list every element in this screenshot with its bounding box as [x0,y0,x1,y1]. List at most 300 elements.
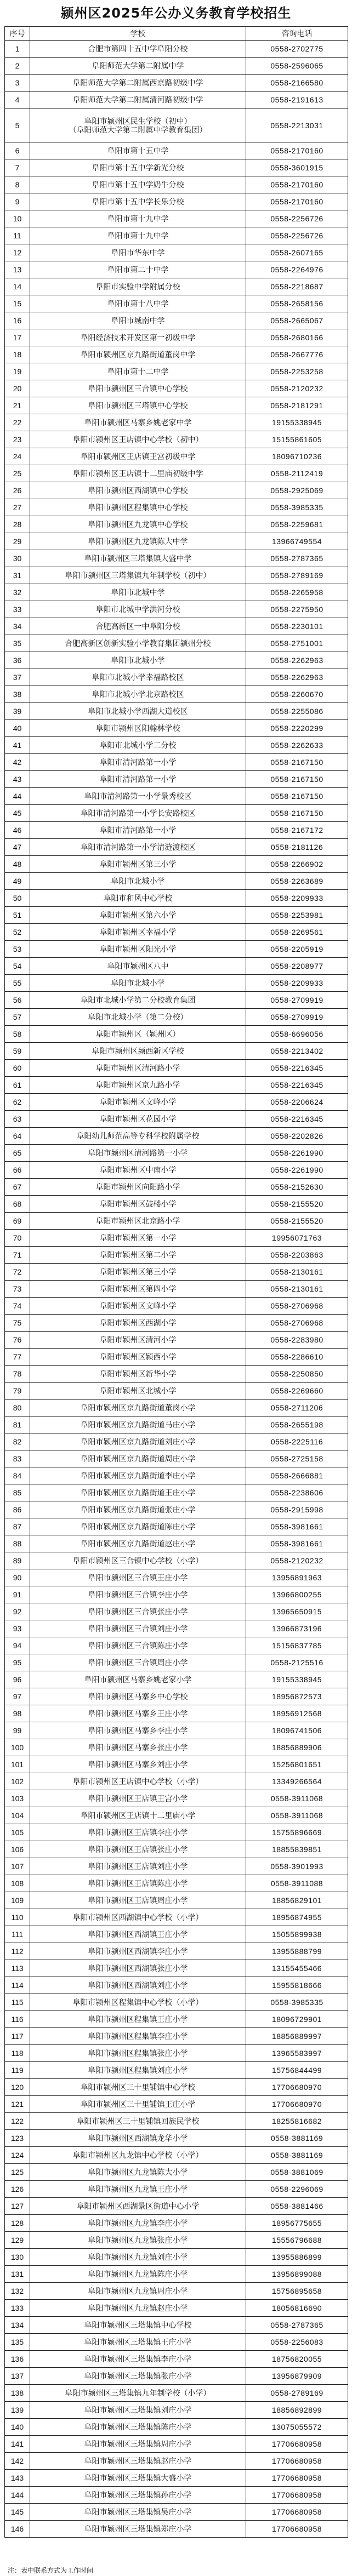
row-index: 63 [5,1111,30,1128]
header-school: 学校 [30,27,246,41]
row-index: 15 [5,295,30,312]
row-phone: 0558-3881169 [246,2147,348,2164]
row-phone: 15256801651 [246,1756,348,1773]
row-phone: 0558-2667776 [246,346,348,363]
table-row [5,2147,348,2164]
row-index: 89 [5,1552,30,1569]
table-row [5,75,348,92]
row-phone: 0558-2191613 [246,92,348,108]
row-phone: 17706680958 [246,2436,348,2453]
row-index: 134 [5,2317,30,2334]
table-row [5,737,348,754]
row-index: 41 [5,737,30,754]
row-index: 20 [5,380,30,397]
row-phone: 18096741506 [246,1722,348,1739]
row-index: 71 [5,1247,30,1264]
row-phone: 0558-2296069 [246,2181,348,2198]
row-index: 62 [5,1094,30,1111]
row-phone: 0558-2262633 [246,737,348,754]
row-phone: 0558-2218687 [246,278,348,295]
row-phone: 0558-2266902 [246,856,348,873]
row-phone: 0558-2263689 [246,873,348,890]
row-index: 132 [5,2283,30,2300]
header-phone: 咨询电话 [246,27,348,41]
table-row [5,2470,348,2487]
row-phone: 0558-2120232 [246,380,348,397]
row-index: 133 [5,2300,30,2317]
row-phone: 17706680970 [246,2079,348,2096]
table-row [5,1875,348,1892]
row-school-name: 阜阳市颍州区三塔集镇九年制学校（小学） [30,2385,246,2402]
table-row [5,2079,348,2096]
table-row [5,380,348,397]
row-phone: 0558-2205919 [246,941,348,958]
row-index: 95 [5,1654,30,1671]
row-phone: 0558-2269561 [246,924,348,941]
row-phone: 0558-3985335 [246,1994,348,2011]
table-row [5,2249,348,2266]
row-phone: 0558-2262963 [246,669,348,686]
row-index: 126 [5,2181,30,2198]
table-row [5,142,348,159]
row-phone: 0558-2725158 [246,1450,348,1467]
row-phone: 15756895658 [246,2283,348,2300]
row-index: 35 [5,635,30,652]
row-index: 76 [5,1332,30,1349]
table-row [5,2215,348,2232]
row-phone: 0558-2155520 [246,1196,348,1213]
row-school-name: 阜阳市北城小学（第二分校） [30,1009,246,1026]
row-index: 3 [5,75,30,92]
row-index: 116 [5,2011,30,2028]
row-phone: 18096710236 [246,448,348,465]
row-school-name: 阜阳市清河路第一小学 [30,771,246,788]
row-index: 45 [5,805,30,822]
table-row [5,1994,348,2011]
row-phone: 0558-2702775 [246,41,348,58]
table-row [5,1773,348,1790]
table-row [5,890,348,907]
row-school-name: 阜阳市颍州区第三小学 [30,1264,246,1281]
row-school-name: 阜阳市颍州区马寨乡姚老家小学 [30,1671,246,1688]
row-phone: 0558-2709919 [246,992,348,1009]
row-index: 73 [5,1281,30,1298]
row-school-name: 阜阳市颍州区九龙镇中心学校 [30,516,246,533]
row-school-name: 阜阳师范大学第二附属清河路初级中学 [30,92,246,108]
table-row [5,1264,348,1281]
table-row [5,703,348,720]
table-row [5,1586,348,1603]
table-row [5,924,348,941]
row-phone: 0558-2709919 [246,1009,348,1026]
row-index: 56 [5,992,30,1009]
row-index: 137 [5,2368,30,2385]
row-school-name: 阜阳市颍州区九龙镇赵庄小学 [30,2300,246,2317]
row-school-name: 阜阳市颍州区清河小学 [30,1332,246,1349]
row-index: 6 [5,142,30,159]
table-row [5,958,348,975]
row-school-name: 阜阳市颍州区花园小学 [30,1111,246,1128]
table-row [5,1060,348,1077]
row-index: 129 [5,2232,30,2249]
table-row [5,329,348,346]
row-phone: 0558-3881466 [246,2198,348,2215]
row-school-name: 阜阳市颍州区京九路街道李庄小学 [30,1467,246,1484]
table-row [5,1620,348,1637]
table-row [5,414,348,431]
row-school-name: 阜阳市颍州区三塔集镇九年制学校（初中） [30,567,246,584]
row-school-name: 阜阳市清河路第一小学 [30,822,246,839]
table-row [5,2419,348,2436]
row-school-name: 阜阳市颍州区西湖镇张庄小学 [30,1960,246,1977]
table-row [5,1960,348,1977]
row-school-name: 阜阳市颍州区马寨乡张庄小学 [30,1739,246,1756]
table-row [5,448,348,465]
row-phone: 18856889906 [246,1739,348,1756]
row-phone: 0558-2787365 [246,2317,348,2334]
row-index: 59 [5,1043,30,1060]
row-index: 13 [5,261,30,278]
row-phone: 18856829101 [246,1892,348,1909]
table-body [5,41,348,2538]
table-row [5,1688,348,1705]
row-phone: 0558-2216345 [246,1111,348,1128]
row-index: 118 [5,2045,30,2062]
row-index: 106 [5,1841,30,1858]
row-index: 86 [5,1501,30,1518]
row-school-name: 阜阳市颍州区中南小学 [30,1162,246,1179]
table-row [5,533,348,550]
row-school-name: 阜阳市颍州区王店镇周庄小学 [30,1892,246,1909]
row-index: 92 [5,1603,30,1620]
row-school-name: 阜阳市颍州区文峰小学 [30,1298,246,1315]
row-school-name: 阜阳市华东中学 [30,244,246,261]
table-row [5,1637,348,1654]
row-phone: 17706680958 [246,2504,348,2521]
row-index: 79 [5,1383,30,1400]
row-school-name: 阜阳市颍州区三塔集镇刘庄小学 [30,2402,246,2419]
row-school-name: 阜阳市颍州区三合镇张庄小学 [30,1603,246,1620]
row-index: 142 [5,2453,30,2470]
row-index: 54 [5,958,30,975]
table-row [5,1145,348,1162]
row-school-name: 阜阳市颍州区三塔集镇王庄小学 [30,2334,246,2351]
row-index: 97 [5,1688,30,1705]
row-school-name: 阜阳市颍州区马寨乡中心学校 [30,1688,246,1705]
table-row [5,822,348,839]
row-phone: 0558-2155520 [246,1213,348,1230]
table-row [5,2096,348,2113]
row-school-name: 阜阳市颍州区马寨乡姚老家中学 [30,414,246,431]
page-title: 颍州区2025年公办义务教育学校招生 [60,5,292,21]
row-index: 33 [5,601,30,618]
row-index: 22 [5,414,30,431]
table-row [5,1383,348,1400]
table-row [5,1162,348,1179]
row-school-name: 阜阳市颍州区王店镇十二里庙初级中学 [30,465,246,482]
row-index: 123 [5,2130,30,2147]
table-row [5,363,348,380]
row-phone: 0558-2665067 [246,312,348,329]
row-index: 18 [5,346,30,363]
row-phone: 0558-2225116 [246,1433,348,1450]
table-row [5,839,348,856]
row-index: 141 [5,2436,30,2453]
row-phone: 0558-2265958 [246,584,348,601]
table-row [5,2113,348,2130]
row-phone: 0558-2256726 [246,227,348,244]
row-index: 48 [5,856,30,873]
row-phone: 0558-3985335 [246,499,348,516]
row-school-name: 阜阳市北城小学北京路校区 [30,686,246,703]
row-school-name: 阜阳市颍州区京九路街道董岗中学 [30,346,246,363]
row-school-name: 阜阳市颍州区北城小学 [30,1383,246,1400]
row-school-name: 阜阳市颍州区西湖镇龙华小学 [30,2130,246,2147]
row-phone: 0558-2706968 [246,1315,348,1332]
row-school-name: 阜阳市颍州区西湖镇中心学校（小学） [30,1909,246,1926]
row-index: 46 [5,822,30,839]
row-school-name: 阜阳市和风中心学校 [30,890,246,907]
table-row [5,1705,348,1722]
row-index: 105 [5,1824,30,1841]
table-row [5,2521,348,2538]
row-index: 7 [5,159,30,176]
row-index: 64 [5,1128,30,1145]
row-index: 107 [5,1858,30,1875]
row-phone: 0558-2216345 [246,1060,348,1077]
row-phone: 0558-3981661 [246,1518,348,1535]
table-row [5,567,348,584]
row-school-name: 阜阳市颍州区京九路街道刘庄小学 [30,1433,246,1450]
table-row [5,2011,348,2028]
row-school-name: 阜阳市颍州区三塔集镇周庄小学 [30,2436,246,2453]
table-row [5,1213,348,1230]
row-school-name: 阜阳市第十五中学长乐分校 [30,193,246,210]
row-phone: 0558-2208977 [246,958,348,975]
header-index: 序号 [5,27,30,41]
row-phone: 0558-2220299 [246,720,348,737]
row-index: 120 [5,2079,30,2096]
row-index: 90 [5,1569,30,1586]
table-row [5,754,348,771]
row-phone: 0558-2666881 [246,1467,348,1484]
table-row [5,1569,348,1586]
row-index: 93 [5,1620,30,1637]
row-index: 12 [5,244,30,261]
table-row [5,1077,348,1094]
row-school-name: 阜阳幼儿师范高等专科学校附属学校 [30,1128,246,1145]
row-school-name: 阜阳市北城中学 [30,584,246,601]
row-school-name: 阜阳市北城中学洪河分校 [30,601,246,618]
table-row [5,2317,348,2334]
table-row [5,873,348,890]
row-school-name: 阜阳市颍州区文峰小学 [30,1094,246,1111]
row-school-name: 阜阳市颍州区程集镇王庄小学 [30,2011,246,2028]
row-index: 117 [5,2028,30,2045]
row-school-name: 阜阳市城南中学 [30,312,246,329]
table-row [5,227,348,244]
table-row [5,176,348,193]
row-school-name: 阜阳市颍州区京九路小学 [30,1077,246,1094]
row-phone: 0558-2181291 [246,397,348,414]
row-index: 11 [5,227,30,244]
row-index: 99 [5,1722,30,1739]
row-index: 36 [5,652,30,669]
row-phone: 0558-2680166 [246,329,348,346]
table-row [5,1230,348,1247]
row-index: 43 [5,771,30,788]
table-row [5,58,348,75]
row-school-name: 阜阳市颍州区程集镇中心学校 [30,499,246,516]
row-index: 113 [5,1960,30,1977]
row-school-name: 阜阳市颍州区三十里铺镇中心学校 [30,2079,246,2096]
row-phone: 0558-2167150 [246,788,348,805]
row-phone: 0558-2789169 [246,567,348,584]
row-phone: 0558-2655198 [246,1416,348,1433]
row-index: 30 [5,550,30,567]
row-phone: 13349266564 [246,1773,348,1790]
row-index: 136 [5,2351,30,2368]
table-row [5,584,348,601]
row-index: 55 [5,975,30,992]
table-row [5,2402,348,2419]
row-school-name: 阜阳市颍州区九龙镇刘庄小学 [30,2249,246,2266]
row-phone: 13966749554 [246,533,348,550]
table-row [5,1552,348,1569]
table-row [5,907,348,924]
row-school-name: 阜阳市颍州区三塔集镇陈庄小学 [30,2419,246,2436]
row-school-name: 阜阳市颍州区第三小学 [30,856,246,873]
row-school-name: 阜阳市颍州区三合镇刘庄小学 [30,1620,246,1637]
row-index: 47 [5,839,30,856]
row-index: 21 [5,397,30,414]
row-school-name: 阜阳市颍州区程集镇中心学校（小学） [30,1994,246,2011]
table-row [5,1603,348,1620]
table-row [5,1366,348,1383]
row-phone: 18855839851 [246,1841,348,1858]
table-row [5,856,348,873]
row-index: 65 [5,1145,30,1162]
row-phone: 0558-2789169 [246,2385,348,2402]
table-row [5,210,348,227]
row-school-name: 阜阳市颍州区三十里铺镇回族民学校 [30,2113,246,2130]
row-phone: 17706680958 [246,2470,348,2487]
row-phone: 0558-2170160 [246,176,348,193]
row-school-name: 阜阳市北城小学幸福路校区 [30,669,246,686]
table-row [5,2351,348,2368]
row-index: 8 [5,176,30,193]
row-phone: 0558-2256083 [246,2334,348,2351]
table-row [5,397,348,414]
row-school-name: 阜阳市颍州区西湖镇王庄小学 [30,1926,246,1943]
row-phone: 0558-2925069 [246,482,348,499]
row-index: 128 [5,2215,30,2232]
row-school-name: 阜阳师范大学第二附属中学 [30,58,246,75]
row-index: 114 [5,1977,30,1994]
row-index: 25 [5,465,30,482]
row-phone: 0558-2167150 [246,754,348,771]
table-row [5,975,348,992]
row-school-name: 阜阳市颍州区清河路第一小学 [30,1145,246,1162]
row-index: 121 [5,2096,30,2113]
table-row [5,2045,348,2062]
row-index: 115 [5,1994,30,2011]
row-school-name: 阜阳市颍州区王店镇中心学校（小学） [30,1773,246,1790]
row-index: 37 [5,669,30,686]
school-table [4,26,348,2538]
row-school-name: 阜阳市颍州区阳光小学 [30,941,246,958]
row-school-name: 阜阳市颍州区王店镇中心学校（初中） [30,431,246,448]
row-school-name: 阜阳市第十五中学奶牛分校 [30,176,246,193]
row-phone: 0558-2255086 [246,703,348,720]
row-school-name: 阜阳市颍州区西湖镇刘庄小学 [30,1977,246,1994]
row-index: 26 [5,482,30,499]
row-index: 23 [5,431,30,448]
row-phone: 0558-2167150 [246,771,348,788]
row-phone: 0558-2915998 [246,1501,348,1518]
row-school-name: 阜阳市颍州区三合镇陈庄小学 [30,1637,246,1654]
row-index: 87 [5,1518,30,1535]
row-index: 75 [5,1315,30,1332]
row-index: 51 [5,907,30,924]
row-index: 103 [5,1790,30,1807]
row-school-name: 阜阳市颍州区三合镇李庄小学 [30,1586,246,1603]
row-school-name: 阜阳市颍州区第一小学 [30,1230,246,1247]
row-index: 122 [5,2113,30,2130]
table-row [5,2283,348,2300]
row-school-name: 阜阳市颍州区京九路街道马庄小学 [30,1416,246,1433]
row-phone: 0558-2259681 [246,516,348,533]
row-phone: 0558-2209933 [246,890,348,907]
row-index: 140 [5,2419,30,2436]
row-index: 67 [5,1179,30,1196]
row-index: 144 [5,2487,30,2504]
row-school-name: 阜阳市颍州区马寨乡王庄小学 [30,1705,246,1722]
row-school-name: 阜阳市第十二中学 [30,363,246,380]
table-header-row [5,27,348,41]
row-phone: 0558-2250850 [246,1366,348,1383]
table-row [5,1332,348,1349]
row-school-name: 阜阳市颍州区西湖小学 [30,1315,246,1332]
row-index: 131 [5,2266,30,2283]
row-index: 100 [5,1739,30,1756]
table-row [5,1535,348,1552]
row-index: 84 [5,1467,30,1484]
row-school-name: 阜阳市颍州区王店镇王宫小学 [30,1790,246,1807]
table-row [5,1824,348,1841]
row-index: 108 [5,1875,30,1892]
table-row [5,652,348,669]
row-school-name: 阜阳市北城小学 [30,975,246,992]
row-index: 119 [5,2062,30,2079]
row-school-name: 阜阳市第十五中学 [30,142,246,159]
row-index: 52 [5,924,30,941]
row-school-name: 阜阳市清河路第一小学长安路校区 [30,805,246,822]
table-row [5,941,348,958]
row-phone: 0558-2711206 [246,1400,348,1416]
table-row [5,2164,348,2181]
row-phone: 13965583997 [246,2045,348,2062]
table-row [5,805,348,822]
row-school-name: 阜阳市颍州区三十里铺镇王庄小学 [30,2096,246,2113]
row-index: 14 [5,278,30,295]
row-phone: 17706680958 [246,2487,348,2504]
table-row [5,1501,348,1518]
row-school-name: 合肥高新区一中阜阳分校 [30,618,246,635]
row-school-name: 阜阳经济技术开发区第一初级中学 [30,329,246,346]
row-phone: 15156837785 [246,1637,348,1654]
row-school-name: 阜阳市颍州区九龙镇张庄小学 [30,2232,246,2249]
